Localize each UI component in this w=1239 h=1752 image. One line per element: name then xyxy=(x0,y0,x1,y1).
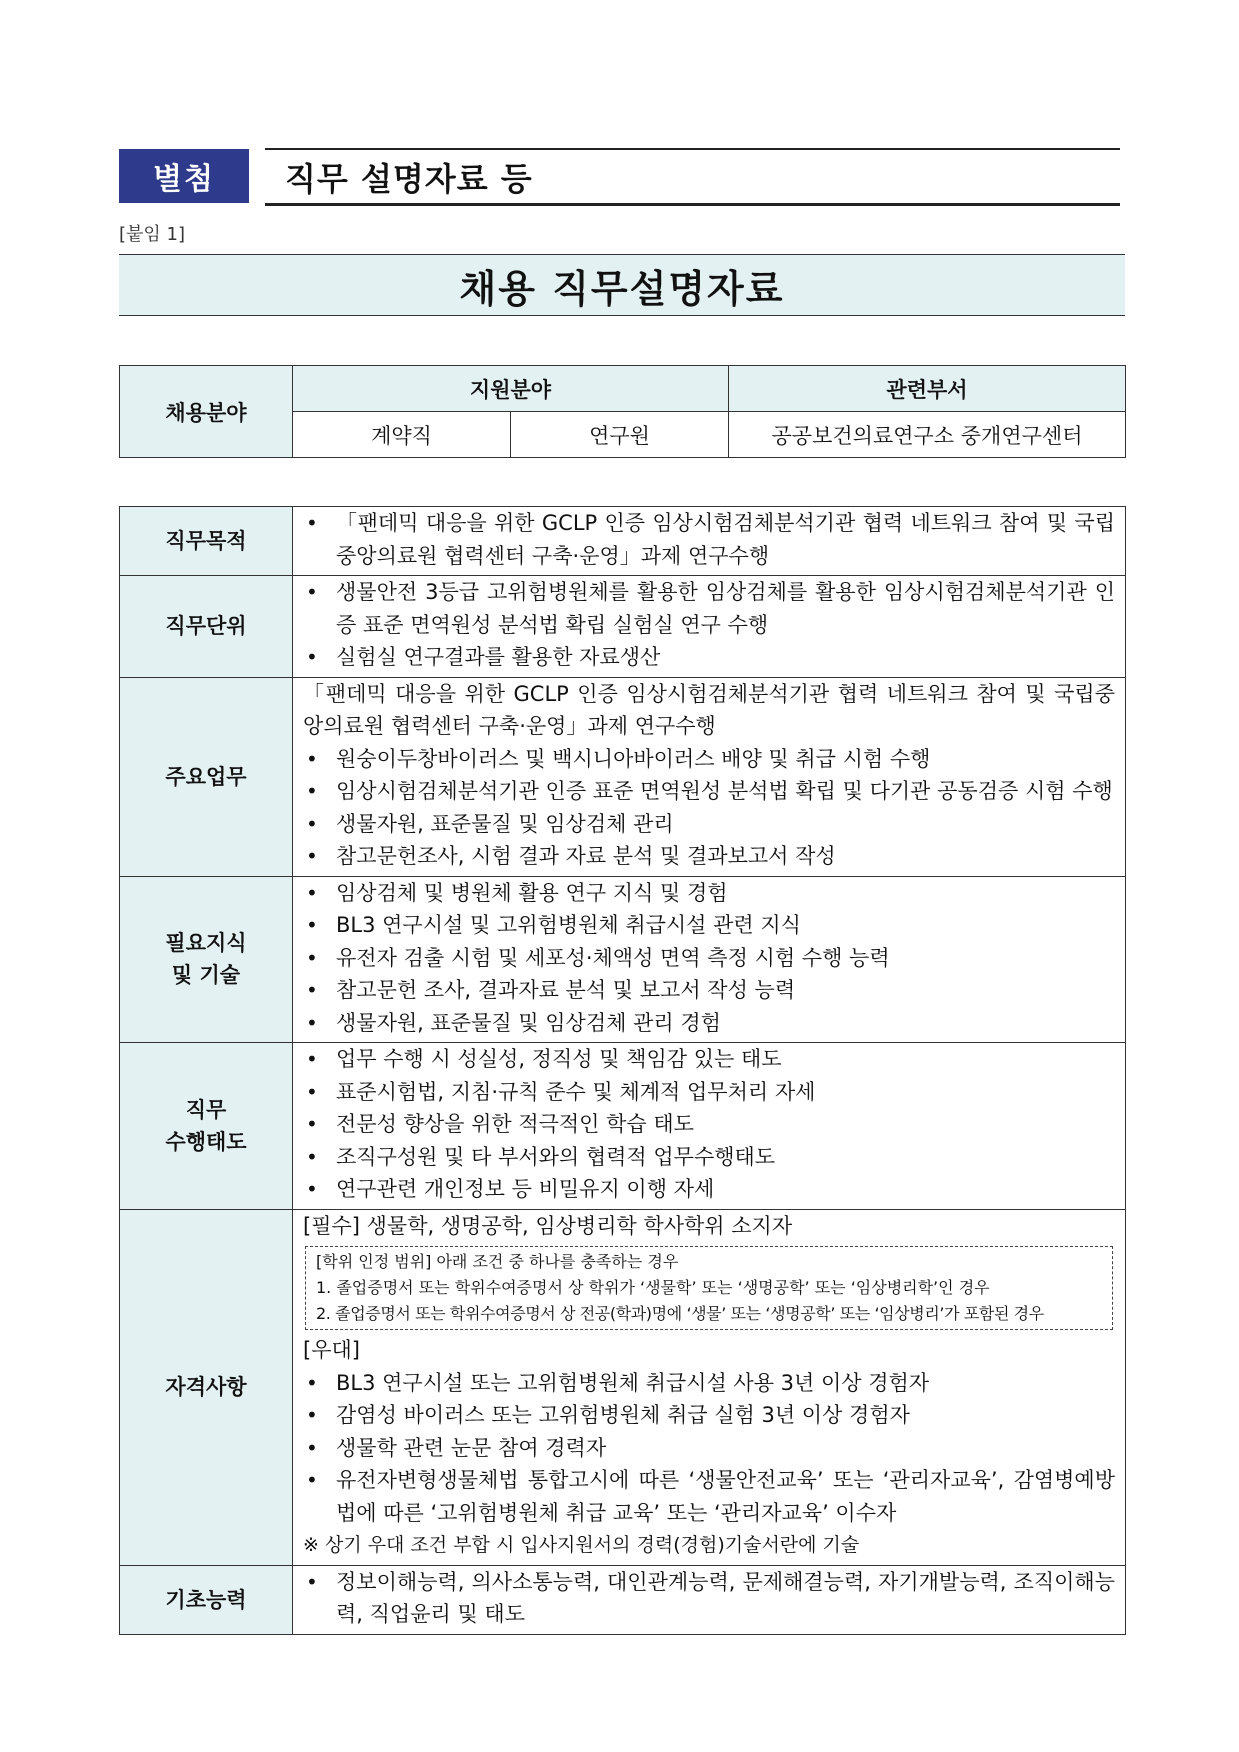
contract-type: 계약직 xyxy=(293,412,511,458)
list-item: • 임상검체 및 병원체 활용 연구 지식 및 경험 xyxy=(303,877,1115,910)
list-item: • 유전자 검출 시험 및 세포성·체액성 면역 측정 시험 수행 능력 xyxy=(303,942,1115,975)
header-title: 직무 설명자료 등 xyxy=(285,160,533,198)
list-item: • 전문성 향상을 위한 적극적인 학습 태도 xyxy=(303,1108,1115,1141)
qualification-row xyxy=(120,1209,1126,1565)
list-item: • 원숭이두창바이러스 및 백시니아바이러스 배양 및 취급 시험 수행 xyxy=(303,743,1115,776)
apply-field-header: 지원분야 xyxy=(293,366,729,412)
list-item: • 연구관련 개인정보 등 비밀유지 이행 자세 xyxy=(303,1173,1115,1206)
required-qualification: [필수] 생물학, 생명공학, 임상병리학 학사학위 소지자 xyxy=(303,1213,793,1238)
list-item: • 임상시험검체분석기관 인증 표준 면역원성 분석법 확립 및 다기관 공동검증 시험 수행 xyxy=(303,775,1115,808)
recruitment-field-table xyxy=(119,365,1126,458)
list-item: • 표준시험법, 지침·규칙 준수 및 체계적 업무처리 자세 xyxy=(303,1076,1115,1109)
preferred-footnote: ※ 상기 우대 조건 부합 시 입사지원서의 경력(경험)기술서란에 기술 xyxy=(303,1534,860,1556)
position: 연구원 xyxy=(511,412,729,458)
degree-note-box xyxy=(305,1246,1113,1330)
note-line: 2. 졸업증명서 또는 학위수여증명서 상 전공(학과)명에 ‘생물’ 또는 ‘생명공학’ 또는 ‘임상병리’가 포함된 경우 xyxy=(316,1304,1044,1323)
list-item: • 실험실 연구결과를 활용한 자료생산 xyxy=(303,641,1115,674)
list-item: • 생물안전 3등급 고위험병원체를 활용한 임상검체를 활용한 임상시험검체분석기관 인증 표준 면역원성 분석법 확립 실험실 연구 수행 xyxy=(303,576,1115,641)
list-item: • 생물자원, 표준물질 및 임상검체 관리 xyxy=(303,808,1115,841)
header-rule-top xyxy=(265,148,1120,150)
purpose-row xyxy=(120,507,1126,576)
qualification-label: 자격사항 xyxy=(120,1209,293,1565)
knowledge-row xyxy=(120,876,1126,1043)
list-item: • 감염성 바이러스 또는 고위험병원체 취급 실험 3년 이상 경험자 xyxy=(303,1399,1115,1432)
list-item: • 조직구성원 및 타 부서와의 협력적 업무수행태도 xyxy=(303,1141,1115,1174)
job-description-table xyxy=(119,506,1126,1635)
list-item: • 참고문헌조사, 시험 결과 자료 분석 및 결과보고서 작성 xyxy=(303,840,1115,873)
list-item: • 업무 수행 시 성실성, 정직성 및 책임감 있는 태도 xyxy=(303,1043,1115,1076)
tasks-intro: 「팬데믹 대응을 위한 GCLP 인증 임상시험검체분석기관 협력 네트워크 참여 및 국립중앙의료원 협력센터 구축·운영」과제 연구수행 xyxy=(303,681,1115,738)
list-item: • BL3 연구시설 또는 고위험병원체 취급시설 사용 3년 이상 경험자 xyxy=(303,1367,1115,1400)
note-line: 1. 졸업증명서 또는 학위수여증명서 상 학위가 ‘생물학’ 또는 ‘생명공학’ 또는 ‘임상병리학’인 경우 xyxy=(316,1278,990,1297)
related-dept-header: 관련부서 xyxy=(729,366,1126,412)
attitude-label: 직무 수행태도 xyxy=(120,1043,293,1210)
list-item: • 생물학 관련 눈문 참여 경력자 xyxy=(303,1432,1115,1465)
tasks-label: 주요업무 xyxy=(120,677,293,876)
basic-ability-label: 기초능력 xyxy=(120,1565,293,1634)
list-item: • BL3 연구시설 및 고위험병원체 취급시설 관련 지식 xyxy=(303,909,1115,942)
annex-badge: 별첨 xyxy=(119,149,249,203)
attitude-row xyxy=(120,1043,1126,1210)
department: 공공보건의료연구소 중개연구센터 xyxy=(729,412,1126,458)
unit-row xyxy=(120,576,1126,678)
header-rule-bottom xyxy=(265,203,1120,206)
purpose-label: 직무목적 xyxy=(120,507,293,576)
preferred-label: [우대] xyxy=(303,1338,360,1362)
list-item: • 「팬데믹 대응을 위한 GCLP 인증 임상시험검체분석기관 협력 네트워크 참여 및 국립중앙의료원 협력센터 구축·운영」과제 연구수행 xyxy=(303,507,1115,572)
list-item: • 생물자원, 표준물질 및 임상검체 관리 경험 xyxy=(303,1007,1115,1040)
list-item: • 참고문헌 조사, 결과자료 분석 및 보고서 작성 능력 xyxy=(303,974,1115,1007)
attachment-label: [붙임 1] xyxy=(119,224,185,245)
list-item: • 유전자변형생물체법 통합고시에 따른 ‘생물안전교육’ 또는 ‘관리자교육’, 감염병예방법에 따른 ‘고위험병원체 취급 교육’ 또는 ‘관리자교육’ 이수자 xyxy=(303,1464,1115,1529)
basic-ability-row xyxy=(120,1565,1126,1634)
knowledge-label: 필요지식 및 기술 xyxy=(120,876,293,1043)
list-item: • 정보이해능력, 의사소통능력, 대인관계능력, 문제해결능력, 자기개발능력, 조직이해능력, 직업윤리 및 태도 xyxy=(303,1566,1115,1631)
unit-label: 직무단위 xyxy=(120,576,293,678)
document-title: 채용 직무설명자료 xyxy=(119,254,1125,316)
recruitment-field-label: 채용분야 xyxy=(120,366,293,458)
tasks-row xyxy=(120,677,1126,876)
note-line: [학위 인정 범위] 아래 조건 중 하나를 충족하는 경우 xyxy=(316,1252,679,1271)
